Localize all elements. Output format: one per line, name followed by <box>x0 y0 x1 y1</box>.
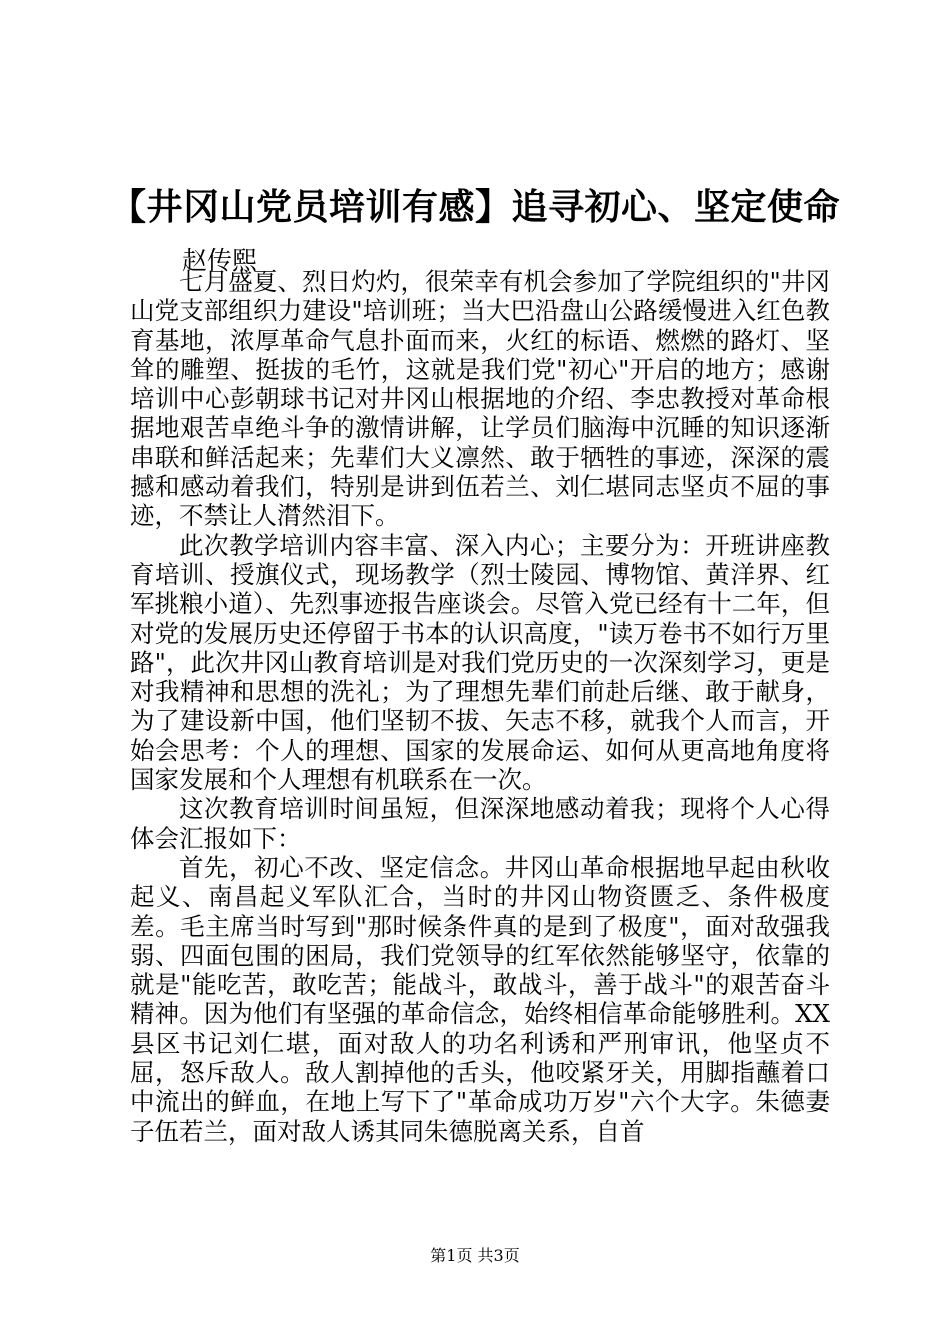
body-paragraph: 首先，初心不改、坚定信念。井冈山革命根据地早起由秋收起义、南昌起义军队汇合，当时的井冈山物资匮乏、条件极度差。毛主席当时写到"那时候条件真的是到了极度"，面对敌强我弱、四面包围的困局，我们党领导的红军依然能够坚守，依靠的就是"能吃苦，敢吃苦；能战斗，敢战斗，善于战斗"的艰苦奋斗精神。因为他们有坚强的革命信念，始终相信革命能够胜利。XX县区书记刘仁堪，面对敌人的功名利诱和严刑审讯，他坚贞不屈，怒斥敌人。敌人割掉他的舌头，他咬紧牙关，用脚指蘸着口中流出的鲜血，在地上写下了"革命成功万岁"六个大字。朱德妻子伍若兰，面对敌人诱其同朱德脱离关系，自首 <box>130 852 830 1146</box>
page-footer: 第1页 共3页 <box>430 1246 520 1265</box>
body-paragraph: 此次教学培训内容丰富、深入内心；主要分为：开班讲座教育培训、授旗仪式，现场教学（烈士陵园、博物馆、黄洋界、红军挑粮小道）、先烈事迹报告座谈会。尽管入党已经有十二年，但对党的发展历史还停留于书本的认识高度，"读万卷书不如行万里路"，此次井冈山教育培训是对我们党历史的一次深刻学习，更是对我精神和思想的洗礼；为了理想先辈们前赴后继、敢于献身，为了建设新中国，他们坚韧不拔、矢志不移，就我个人而言，开始会思考：个人的理想、国家的发展命运、如何从更高地角度将国家发展和个人理想有机联系在一次。 <box>130 530 830 795</box>
body-paragraph: 这次教育培训时间虽短，但深深地感动着我；现将个人心得体会汇报如下： <box>130 794 830 853</box>
body-paragraph: 七月盛夏、烈日灼灼，很荣幸有机会参加了学院组织的"井冈山党支部组织力建设"培训班；当大巴沿盘山公路缓慢进入红色教育基地，浓厚革命气息扑面而来，火红的标语、燃燃的路灯、坚耸的雕塑、挺拔的毛竹，这就是我们党"初心"开启的地方；感谢培训中心彭朝球书记对井冈山根据地的介绍、李忠教授对革命根据地艰苦卓绝斗争的激情讲解，让学员们脑海中沉睡的知识逐渐串联和鲜活起来；先辈们大义凛然、敢于牺牲的事迹，深深的震撼和感动着我们，特别是讲到伍若兰、刘仁堪同志坚贞不屈的事迹，不禁让人潸然泪下。 <box>130 267 830 531</box>
document-body <box>130 267 830 1185</box>
document-title: 【井冈山党员培训有感】追寻初心、坚定使命 <box>109 187 840 228</box>
document-author: 赵传熙 <box>182 246 258 275</box>
